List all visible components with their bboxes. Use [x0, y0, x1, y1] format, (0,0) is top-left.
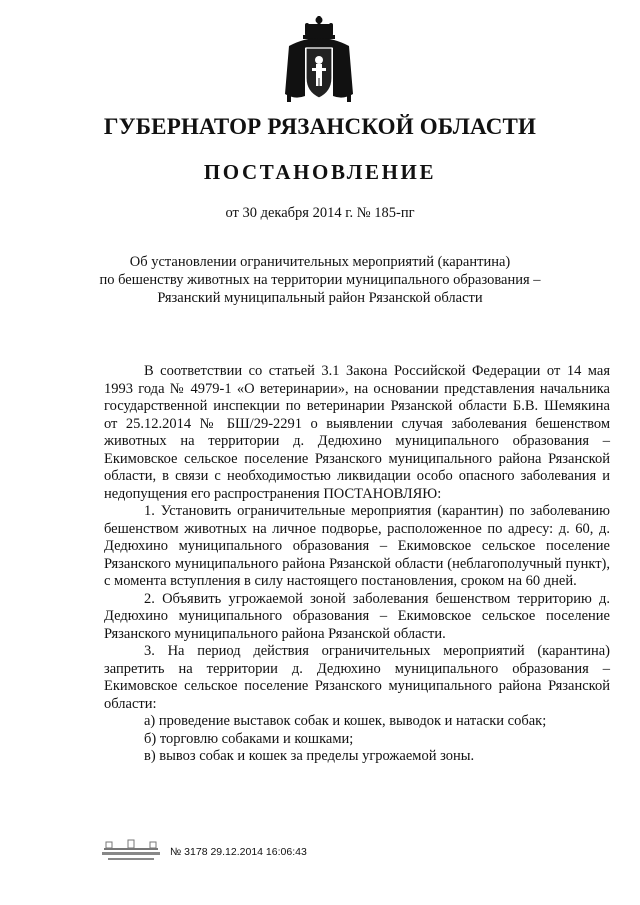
subject-line: Об установлении ограничительных мероприятий (карантина): [129, 254, 511, 270]
subject-line: Рязанский муниципальный район Рязанской области: [157, 290, 483, 306]
preamble-paragraph: В соответствии со статьей 3.1 Закона Российской Федерации от 14 мая 1993 года № 4979-1 «О ветеринарии», на основании представления начальника государственной инспекции по ветеринарии Рязанской области Б.В. Шемякина от 25.12.2014 № БШ/29-2291 о выявлении случая заболевания бешенством животных на территории д. Дедюхино муниципального образования – Екимовское сельское поселение Рязанского муниципального района Рязанской области, в связи с необходимостью ликвидации особо опасного заболевания и недопущения его распространения ПОСТАНОВЛЯЮ:: [104, 363, 610, 502]
coat-of-arms-emblem: [283, 16, 355, 106]
registration-number: № 3178 29.12.2014 16:06:43: [170, 846, 307, 858]
document-body: [104, 363, 610, 766]
document-date-number: от 30 декабря 2014 г. № 185-пг: [225, 205, 415, 221]
document-type-title: ПОСТАНОВЛЕНИЕ: [203, 160, 437, 184]
document-subject: [80, 253, 560, 307]
sub-item-a: а) проведение выставок собак и кошек, выводок и натаски собак;: [144, 713, 547, 729]
registry-stamp-icon: [100, 838, 162, 866]
governor-title: ГУБЕРНАТОР РЯЗАНСКОЙ ОБЛАСТИ: [103, 114, 537, 139]
item-2-paragraph: 2. Объявить угрожаемой зоной заболевания бешенством территорию д. Дедюхино муниципального образования – Екимовское сельское поселение Рязанского муниципального района Рязанской области.: [104, 590, 610, 642]
sub-item-b: б) торговлю собаками и кошками;: [144, 730, 354, 747]
sub-item-c: в) вывоз собак и кошек за пределы угрожаемой зоны.: [144, 748, 475, 764]
item-1-paragraph: 1. Установить ограничительные мероприятия (карантин) по заболеванию бешенством животных на личное подворье, расположенное по адресу: д. 60, д. Дедюхино муниципального образования – Екимовское сельское поселение Рязанского муниципального района Рязанской области (неблагополучный пункт), с момента вступления в силу настоящего постановления, сроком на 60 дней.: [104, 503, 610, 589]
subject-line: по бешенству животных на территории муниципального образования –: [99, 272, 541, 288]
registration-footer: [100, 838, 420, 866]
item-3-paragraph: 3. На период действия ограничительных мероприятий (карантина) запретить на территории д. Дедюхино муниципального образования – Екимовское сельское поселение Рязанского муниципального района Рязанской области:: [104, 643, 610, 712]
